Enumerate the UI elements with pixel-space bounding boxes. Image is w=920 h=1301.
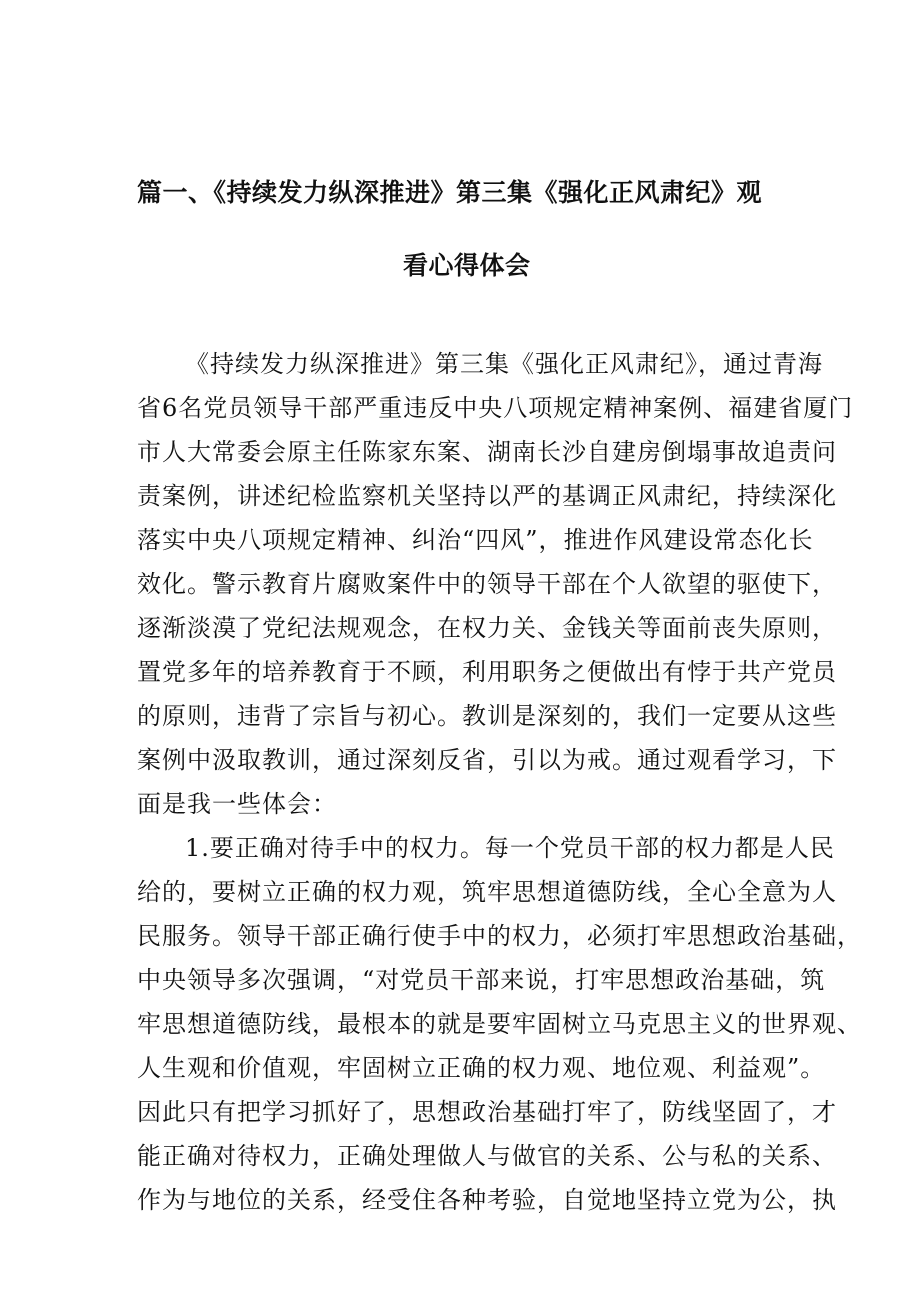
paragraph-line: 市人大常委会原主任陈家东案、湖南长沙自建房倒塌事故追责问 (137, 438, 837, 466)
paragraph-line: 案例中汲取教训，通过深刻反省，引以为戒。通过观看学习，下 (137, 746, 837, 774)
paragraph-line: 《持续发力纵深推进》第三集《强化正风肃纪》，通过青海 (185, 350, 823, 378)
paragraph-line: 省6名党员领导干部严重违反中央八项规定精神案例、福建省厦门 (137, 394, 854, 422)
document-title-line-1: 篇一、《持续发力纵深推进》第三集《强化正风肃纪》观 (137, 178, 763, 207)
paragraph-line: 给的，要树立正确的权力观，筑牢思想道德防线，全心全意为人 (137, 878, 837, 906)
paragraph-line: 中央领导多次强调，“对党员干部来说，打牢思想政治基础，筑 (137, 966, 826, 994)
paragraph-line: 民服务。领导干部正确行使手中的权力，必须打牢思想政治基础， (137, 922, 862, 950)
paragraph-line: 落实中央八项规定精神、纠治“四风”，推进作风建设常态化长 (137, 526, 814, 554)
paragraph-line: 效化。警示教育片腐败案件中的领导干部在个人欲望的驱使下， (137, 570, 837, 598)
paragraph-line: 1.要正确对待手中的权力。每一个党员干部的权力都是人民 (185, 834, 835, 862)
paragraph-line: 置党多年的培养教育于不顾，利用职务之便做出有悖于共产党员 (137, 658, 837, 686)
paragraph-line: 责案例，讲述纪检监察机关坚持以严的基调正风肃纪，持续深化 (137, 482, 837, 510)
paragraph-line: 牢思想道德防线，最根本的就是要牢固树立马克思主义的世界观、 (137, 1010, 862, 1038)
document-title-line-2: 看心得体会 (403, 251, 531, 280)
paragraph-line: 人生观和价值观，牢固树立正确的权力观、地位观、利益观”。 (137, 1054, 826, 1082)
paragraph-line: 因此只有把学习抓好了，思想政治基础打牢了，防线坚固了，才 (137, 1098, 837, 1126)
paragraph-line: 能正确对待权力，正确处理做人与做官的关系、公与私的关系、 (137, 1142, 837, 1170)
paragraph-line: 作为与地位的关系，经受住各种考验，自觉地坚持立党为公，执 (137, 1186, 837, 1214)
paragraph-line: 逐渐淡漠了党纪法规观念，在权力关、金钱关等面前丧失原则， (137, 614, 837, 642)
paragraph-line: 的原则，违背了宗旨与初心。教训是深刻的，我们一定要从这些 (137, 702, 837, 730)
paragraph-line: 面是我一些体会： (137, 790, 337, 818)
